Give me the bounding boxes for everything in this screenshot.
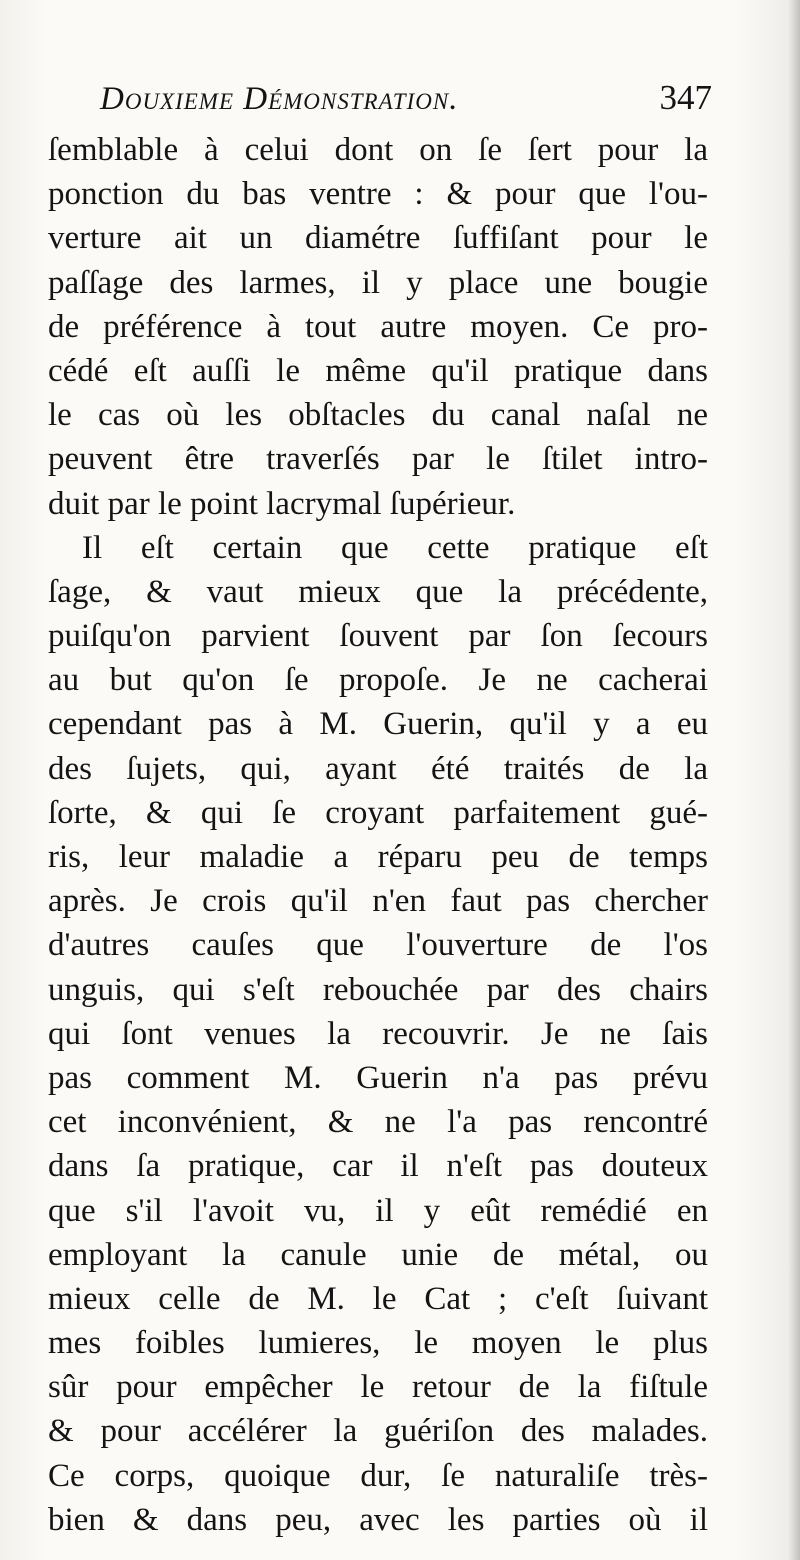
text-line: duit par le point lacrymal ſupérieur. — [48, 485, 516, 522]
text-line: que s'il l'avoit vu, il y eût remédié en — [48, 1192, 708, 1229]
text-line: cédé eſt auſſi le même qu'il pratique dans — [48, 352, 708, 389]
text-line: sûr pour empêcher le retour de la fiſtule — [48, 1369, 708, 1406]
text-line: ponction du bas ventre : & pour que l'ou- — [48, 176, 708, 213]
running-header — [100, 78, 712, 122]
text-line: puiſqu'on parvient ſouvent par ſon ſecours — [48, 618, 708, 655]
text-line: & pour accélérer la guériſon des malades. — [48, 1413, 708, 1450]
text-line: des ſujets, qui, ayant été traités de la — [48, 750, 708, 787]
text-line: mes foibles lumieres, le moyen le plus — [48, 1325, 708, 1362]
body-text — [48, 128, 708, 1542]
text-line: au but qu'on ſe propoſe. Je ne cacherai — [48, 662, 708, 699]
text-line: ſemblable à celui dont on ſe ſert pour la — [48, 132, 708, 168]
text-line: paſſage des larmes, il y place une bougie — [48, 264, 708, 301]
text-line: cet inconvénient, & ne l'a pas rencontré — [48, 1104, 708, 1141]
text-line: ris, leur maladie a réparu peu de temps — [48, 839, 708, 875]
text-line: après. Je crois qu'il n'en faut pas chercher — [48, 883, 708, 920]
text-line: Ce corps, quoique dur, ſe naturaliſe très- — [48, 1457, 708, 1494]
text-line: ſorte, & qui ſe croyant parfaitement gué- — [48, 794, 708, 831]
page-edge-shadow — [788, 0, 800, 1560]
page-number: 347 — [659, 78, 712, 117]
text-line: qui ſont venues la recouvrir. Je ne ſais — [48, 1015, 708, 1052]
text-line: le cas où les obſtacles du canal naſal ne — [48, 397, 708, 434]
text-line: verture ait un diamétre ſuffiſant pour le — [48, 220, 708, 257]
text-line: unguis, qui s'eſt rebouchée par des chairs — [48, 971, 708, 1008]
text-line: ſage, & vaut mieux que la précédente, — [48, 573, 708, 610]
text-line: mieux celle de M. le Cat ; c'eſt ſuivant — [48, 1280, 708, 1317]
running-title: Douxieme Démonstration. — [100, 81, 459, 117]
text-line: employant la canule unie de métal, ou — [48, 1236, 708, 1273]
text-line: peuvent être traverſés par le ſtilet intro- — [48, 441, 708, 478]
text-line: cependant pas à M. Guerin, qu'il y a eu — [48, 706, 708, 743]
text-line: dans ſa pratique, car il n'eſt pas douteux — [48, 1148, 708, 1185]
text-line: de préférence à tout autre moyen. Ce pro- — [48, 308, 708, 345]
text-line: pas comment M. Guerin n'a pas prévu — [48, 1059, 708, 1096]
text-line: d'autres cauſes que l'ouverture de l'os — [48, 927, 708, 964]
text-line: Il eſt certain que cette pratique eſt — [82, 529, 708, 566]
text-line: bien & dans peu, avec les parties où il — [48, 1501, 708, 1538]
